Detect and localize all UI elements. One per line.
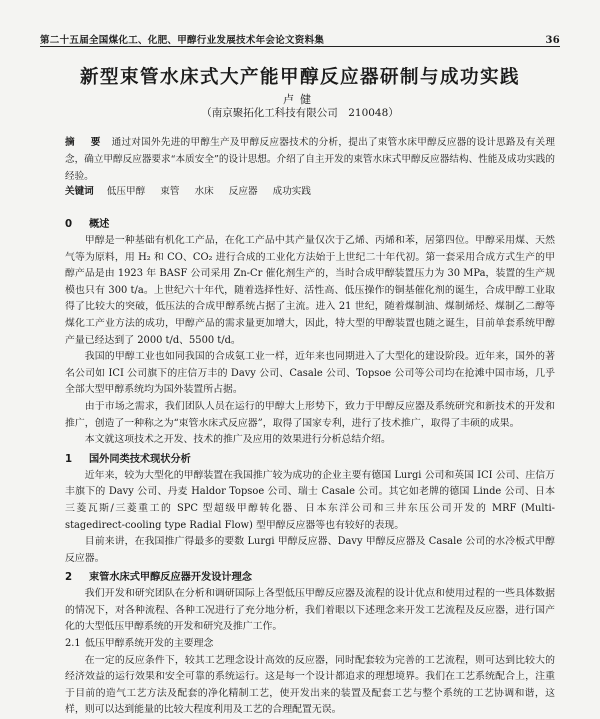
abstract	[65, 134, 555, 186]
body-text	[65, 214, 555, 719]
paragraph: 目前来讲，在我国推广得最多的要数 Lurgi 甲醇反应器、Davy 甲醇反应器及 Casale 公司的水冷板式甲醇反应器。	[65, 536, 555, 564]
section-heading: 2 束管水床式甲醇反应器开发设计理念	[65, 572, 252, 584]
paragraph: 由于市场之需求，我们团队人员在运行的甲醇大上形势下，致力于甲醇反应器及系统研究和新技术的开发和推广，创造了一种称之为“束管水床式反应器”，取得了国家专利，进行了技术推广，取得了丰硕的成果。	[65, 400, 555, 429]
section-heading: 1 国外同类技术现状分析	[65, 453, 191, 465]
author-affiliation: （南京聚拓化工科技有限公司 210048）	[201, 107, 399, 119]
paragraph: 甲醇是一种基础有机化工产品，在化工产品中其产量仅次于乙烯、丙烯和苯，居第四位。甲醇采用煤、天然气等为原料，用 H₂ 和 CO、CO₂ 进行合成的工业化方法始于上世纪二十年代初。第一套采用合成方式生产的甲醇产品是由 1923 年 BASF 公司采用 Zn-Cr 催化剂生产的，当时合成甲醇装置压力为 30 MPa，装置的生产规模也只有 300 t/a。上世纪六十年代，随着选择性好、活性高、低压操作的铜基催化剂的诞生，合成甲醇工业取得了比较大的突破，低压法的合成甲醇系统占据了主流。进入 21 世纪，随着煤制油、煤制烯烃、煤制乙二醇等煤化工产业方法的成功，甲醇产品的需求量更加增大，因此，特大型的甲醇装置也随之诞生，目前单套系统甲醇产量已经达到了 2000 t/d、5500 t/d。	[65, 235, 555, 346]
keyword: 水床	[194, 186, 214, 197]
keywords	[65, 183, 555, 197]
abstract-label: 摘 要	[65, 137, 104, 148]
keyword: 低压甲醇	[106, 186, 146, 197]
paragraph: 本文就这项技术之开发、技术的推广及应用的效果进行分析总结介绍。	[84, 434, 391, 446]
keyword: 束管	[160, 186, 180, 197]
paragraph: 在一定的反应条件下，较其工艺理念设计高效的反应器，同时配套较为完善的工艺流程，则可达到比较大的经济效益的运行效果和安全可靠的系统运行。这是每一个设计都追求的理想境界。我们在工艺系统配合上，注重于目前的造气工艺方法及配套的净化精制工艺，使开发出来的装置及配套工艺与整个系统的工艺协调和谐，这样，则可以达到能量的比较大程度利用及工艺的合理配置无误。	[65, 654, 555, 716]
keyword: 成功实践	[272, 186, 311, 197]
running-title: 第二十五届全国煤化工、化肥、甲醇行业发展技术年会论文资料集	[40, 35, 325, 46]
paragraph: 近年来，较为大型化的甲醇装置在我国推广较为成功的企业主要有德国 Lurgi 公司和英国 ICI 公司、庄信万丰旗下的 Davy 公司、丹麦 Haldor Topsoe 公司、瑞士 Casale 公司。其它如老牌的德国 Linde 公司、日本三菱瓦斯/三菱重工的 SPC 型超级甲醇转化器、日本东洋公司和三井东压公司开发的 MRF (Multi-stagedirect-cooling type Radial Flow) 型甲醇反应器等也有较好的表现。	[65, 469, 555, 531]
keyword: 反应器	[228, 186, 258, 197]
keywords-label: 关键词	[65, 186, 94, 197]
abstract-text: 通过对国外先进的甲醇生产及甲醇反应器技术的分析，提出了束管水床甲醇反应器的设计思路及有关理念，确立甲醇反应器要求“本质安全”的设计思想。介绍了自主开发的束管水床式甲醇反应器结构、性能及成功实践的经验。	[65, 137, 556, 183]
section-heading: 0 概述	[65, 219, 110, 230]
paper-title: 新型束管水床式大产能甲醇反应器研制与成功实践	[79, 67, 520, 88]
running-header	[40, 32, 560, 47]
subsection-heading: 2.1 低压甲醇系统开发的主要理念	[65, 638, 214, 650]
paragraph: 我们开发和研究团队在分析和调研国际上各型低压甲醇反应器及流程的设计优点和使用过程的一些具体数据的情况下，对各种流程、各种工况进行了充分地分析，我们着眼以下述理念来开发工艺流程及反应器，进行国产化的大型低压甲醇系统的开发和研究及推广工作。	[65, 588, 555, 633]
paragraph: 我国的甲醇工业也如同我国的合成氨工业一样，近年来也同期进入了大型化的建设阶段。近年来，国外的著名公司如 ICI 公司旗下的庄信万丰的 Davy 公司、Casale 公司、Topsoe 公司等公司均在抢滩中国市场，几乎全部大型甲醇系统均为国外装置所占据。	[65, 351, 555, 396]
page-number: 36	[545, 35, 560, 46]
author-name: 卢健	[283, 93, 317, 106]
